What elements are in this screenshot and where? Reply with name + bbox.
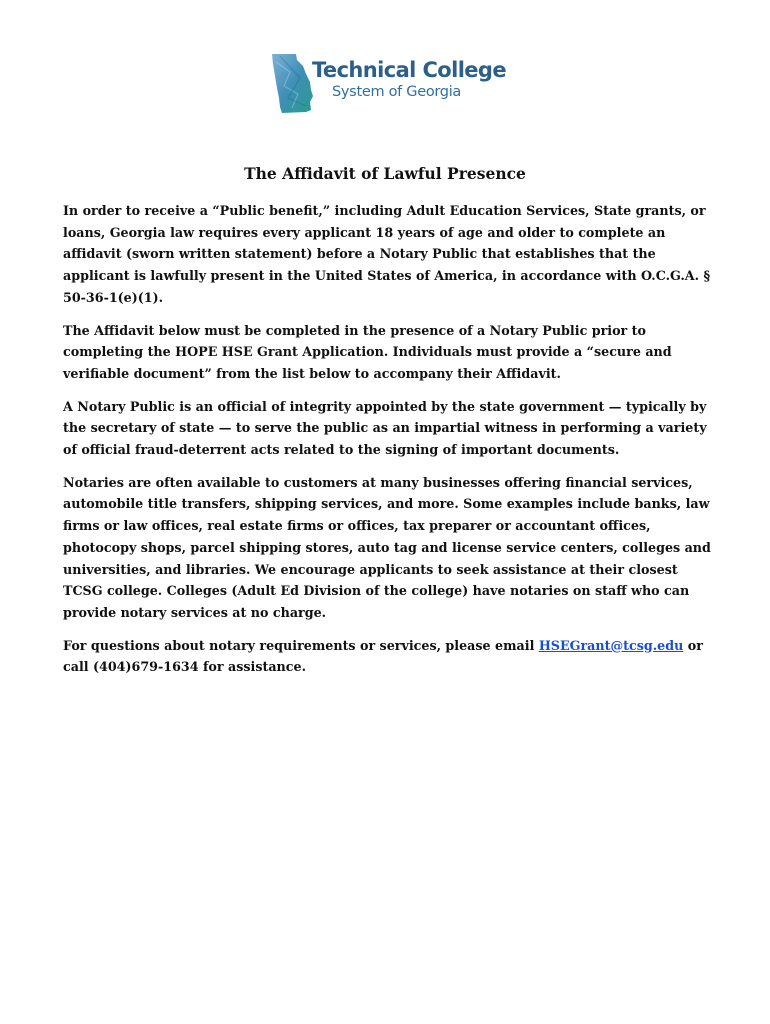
paragraph-contact: [63, 635, 713, 678]
email-link[interactable]: HSEGrant@tcsg.edu: [538, 637, 684, 653]
tcsg-logo: [270, 52, 510, 116]
paragraph-notary-locations: Notaries are often available to customers at many businesses offering financial services, automobile title transfers, shipping services, and more. Some examples include banks, law firms or law offices, real estate firms or offices, tax preparer or accountant offices, photocopy shops, parcel shipping stores, auto tag and license service centers, colleges and universities, and libraries. We encourage applicants to seek assistance at their closest TCSG college. Colleges (Adult Ed Division of the college) have notaries on staff who can provide notary services at no charge.: [63, 474, 711, 620]
paragraph-public-benefit: In order to receive a “Public benefit,” including Adult Education Services, State grants, or loans, Georgia law requires every applicant 18 years of age and older to complete an affidavit (sworn written statement) before a Notary Public that establishes that the applicant is lawfully present in the United States of America, in accordance with O.C.G.A. § 50-36-1(e)(1).: [63, 203, 711, 305]
document-body: [63, 200, 713, 689]
contact-prefix: For questions about notary requirements or services, please email: [63, 637, 535, 653]
logo-text-system-of-georgia: System of Georgia: [332, 84, 462, 100]
contact-suffix: or call (404)679-1634 for assistance.: [63, 637, 703, 675]
paragraph-affidavit-requirement: The Affidavit below must be completed in the presence of a Notary Public prior to completing the HOPE HSE Grant Application. Individuals must provide a “secure and verifiable document” from the list below to accompany their Affidavit.: [63, 322, 672, 381]
page-title: The Affidavit of Lawful Presence: [244, 164, 526, 183]
logo-text-technical-college: Technical College: [312, 58, 507, 82]
paragraph-notary-definition: A Notary Public is an official of integrity appointed by the state government — typically by the secretary of state — to serve the public as an impartial witness in performing a variety of official fraud-deterrent acts related to the signing of important documents.: [63, 398, 707, 458]
georgia-map-icon: [270, 52, 316, 116]
